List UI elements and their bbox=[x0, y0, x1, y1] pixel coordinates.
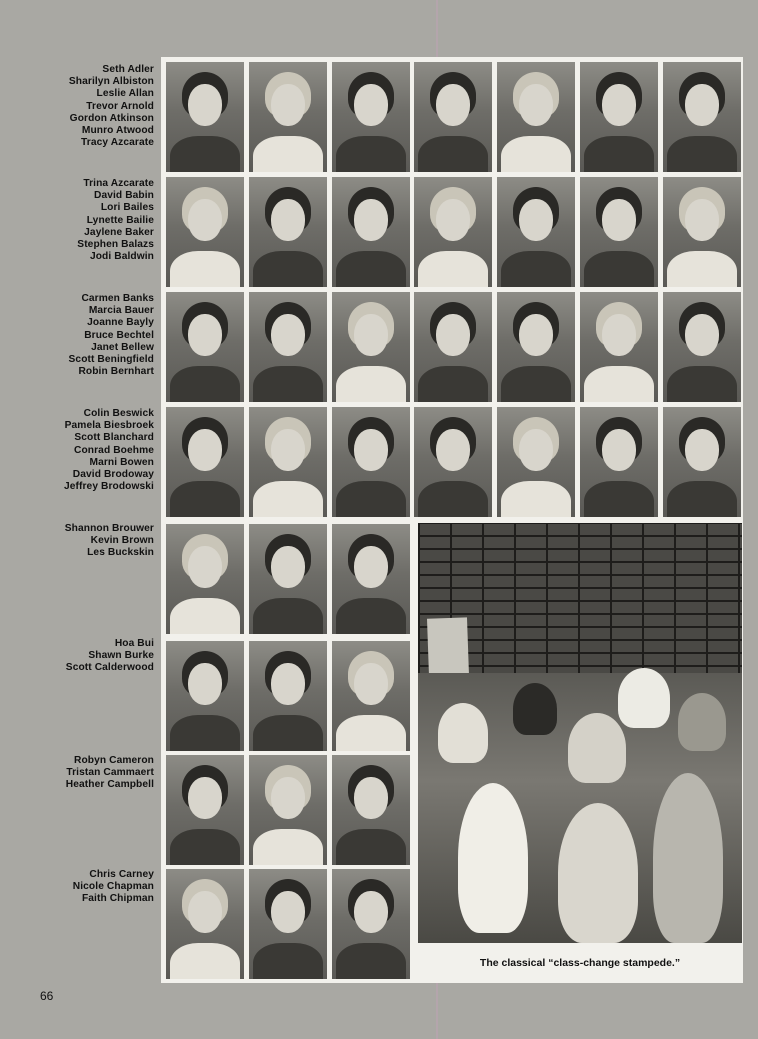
student-name: Scott Beningfield bbox=[68, 354, 154, 366]
student-portrait bbox=[414, 62, 492, 172]
student-portrait bbox=[249, 407, 327, 517]
student-portrait bbox=[414, 407, 492, 517]
student-portrait bbox=[166, 407, 244, 517]
name-list bbox=[4, 293, 154, 378]
student-name: David Brodoway bbox=[72, 469, 154, 481]
student-name: Tristan Cammaert bbox=[66, 767, 154, 779]
wall-sign bbox=[427, 617, 469, 676]
student-name: Robin Bernhart bbox=[78, 366, 154, 378]
student-portrait bbox=[332, 755, 410, 865]
student-name: Marni Bowen bbox=[89, 456, 154, 468]
student-portrait bbox=[663, 177, 741, 287]
student-portrait bbox=[249, 177, 327, 287]
student-portrait bbox=[249, 869, 327, 979]
student-portrait bbox=[332, 869, 410, 979]
name-list bbox=[4, 638, 154, 675]
student-name: Faith Chipman bbox=[81, 893, 154, 905]
student-portrait bbox=[249, 292, 327, 402]
student-name: Joanne Bayly bbox=[87, 317, 154, 329]
student-portrait bbox=[663, 407, 741, 517]
student-name: Carmen Banks bbox=[81, 293, 154, 304]
student-portrait bbox=[166, 524, 244, 634]
student-name: Lynette Bailie bbox=[86, 214, 154, 226]
candid-photo bbox=[418, 523, 742, 943]
student-portrait bbox=[332, 641, 410, 751]
student-name: Scott Blanchard bbox=[74, 432, 154, 444]
student-portrait bbox=[166, 62, 244, 172]
student-portrait bbox=[166, 177, 244, 287]
student-name: Marcia Bauer bbox=[88, 305, 154, 317]
name-list bbox=[4, 755, 154, 792]
student-portrait bbox=[580, 62, 658, 172]
student-name: David Babin bbox=[94, 190, 154, 202]
page-number: 66 bbox=[40, 989, 54, 1003]
student-portrait bbox=[249, 62, 327, 172]
student-name: Conrad Boehme bbox=[74, 444, 154, 456]
student-name: Jodi Baldwin bbox=[89, 251, 154, 263]
name-list bbox=[4, 869, 154, 906]
student-portrait bbox=[249, 755, 327, 865]
student-name: Scott Calderwood bbox=[65, 662, 154, 674]
student-name: Janet Bellew bbox=[91, 341, 154, 353]
student-name: Les Buckskin bbox=[87, 547, 154, 559]
student-name: Lori Bailes bbox=[100, 202, 154, 214]
student-portrait bbox=[663, 62, 741, 172]
student-name: Munro Atwood bbox=[81, 125, 154, 137]
student-portrait bbox=[580, 177, 658, 287]
student-portrait bbox=[497, 177, 575, 287]
student-name: Stephen Balazs bbox=[77, 239, 154, 251]
student-name: Nicole Chapman bbox=[72, 881, 154, 893]
name-list bbox=[4, 408, 154, 493]
name-list bbox=[4, 64, 154, 149]
student-portrait bbox=[580, 407, 658, 517]
student-name: Shawn Burke bbox=[88, 650, 154, 662]
student-name: Tracy Azcarate bbox=[81, 137, 154, 149]
student-portrait bbox=[414, 177, 492, 287]
student-portrait bbox=[166, 869, 244, 979]
photo-caption: The classical “class-change stampede.” bbox=[418, 944, 742, 982]
student-name: Bruce Bechtel bbox=[84, 329, 154, 341]
student-portrait bbox=[663, 292, 741, 402]
student-name: Hoa Bui bbox=[114, 638, 154, 649]
student-portrait bbox=[249, 641, 327, 751]
student-portrait bbox=[166, 755, 244, 865]
student-name: Colin Beswick bbox=[83, 408, 154, 419]
student-portrait bbox=[332, 292, 410, 402]
name-list bbox=[4, 523, 154, 560]
student-name: Heather Campbell bbox=[65, 779, 154, 791]
student-portrait bbox=[166, 292, 244, 402]
student-portrait bbox=[497, 62, 575, 172]
student-portrait bbox=[166, 641, 244, 751]
student-name: Gordon Atkinson bbox=[69, 112, 154, 124]
student-name: Pamela Biesbroek bbox=[64, 420, 154, 432]
student-portrait bbox=[332, 62, 410, 172]
student-crowd bbox=[418, 673, 742, 943]
student-portrait bbox=[332, 177, 410, 287]
student-name: Kevin Brown bbox=[90, 535, 154, 547]
student-portrait bbox=[580, 292, 658, 402]
name-list bbox=[4, 178, 154, 263]
student-portrait bbox=[249, 524, 327, 634]
student-name: Trevor Arnold bbox=[86, 100, 154, 112]
student-portrait bbox=[414, 292, 492, 402]
student-name: Jeffrey Brodowski bbox=[63, 481, 154, 493]
student-portrait bbox=[332, 524, 410, 634]
student-name: Robyn Cameron bbox=[74, 755, 154, 766]
student-name: Jaylene Baker bbox=[84, 226, 154, 238]
student-name: Sharilyn Albiston bbox=[68, 76, 154, 88]
student-name: Leslie Allan bbox=[96, 88, 154, 100]
student-name: Seth Adler bbox=[102, 64, 154, 75]
student-portrait bbox=[497, 407, 575, 517]
student-name: Chris Carney bbox=[89, 869, 154, 880]
student-portrait bbox=[332, 407, 410, 517]
student-name: Trina Azcarate bbox=[83, 178, 154, 189]
student-portrait bbox=[497, 292, 575, 402]
student-name: Shannon Brouwer bbox=[64, 523, 154, 534]
